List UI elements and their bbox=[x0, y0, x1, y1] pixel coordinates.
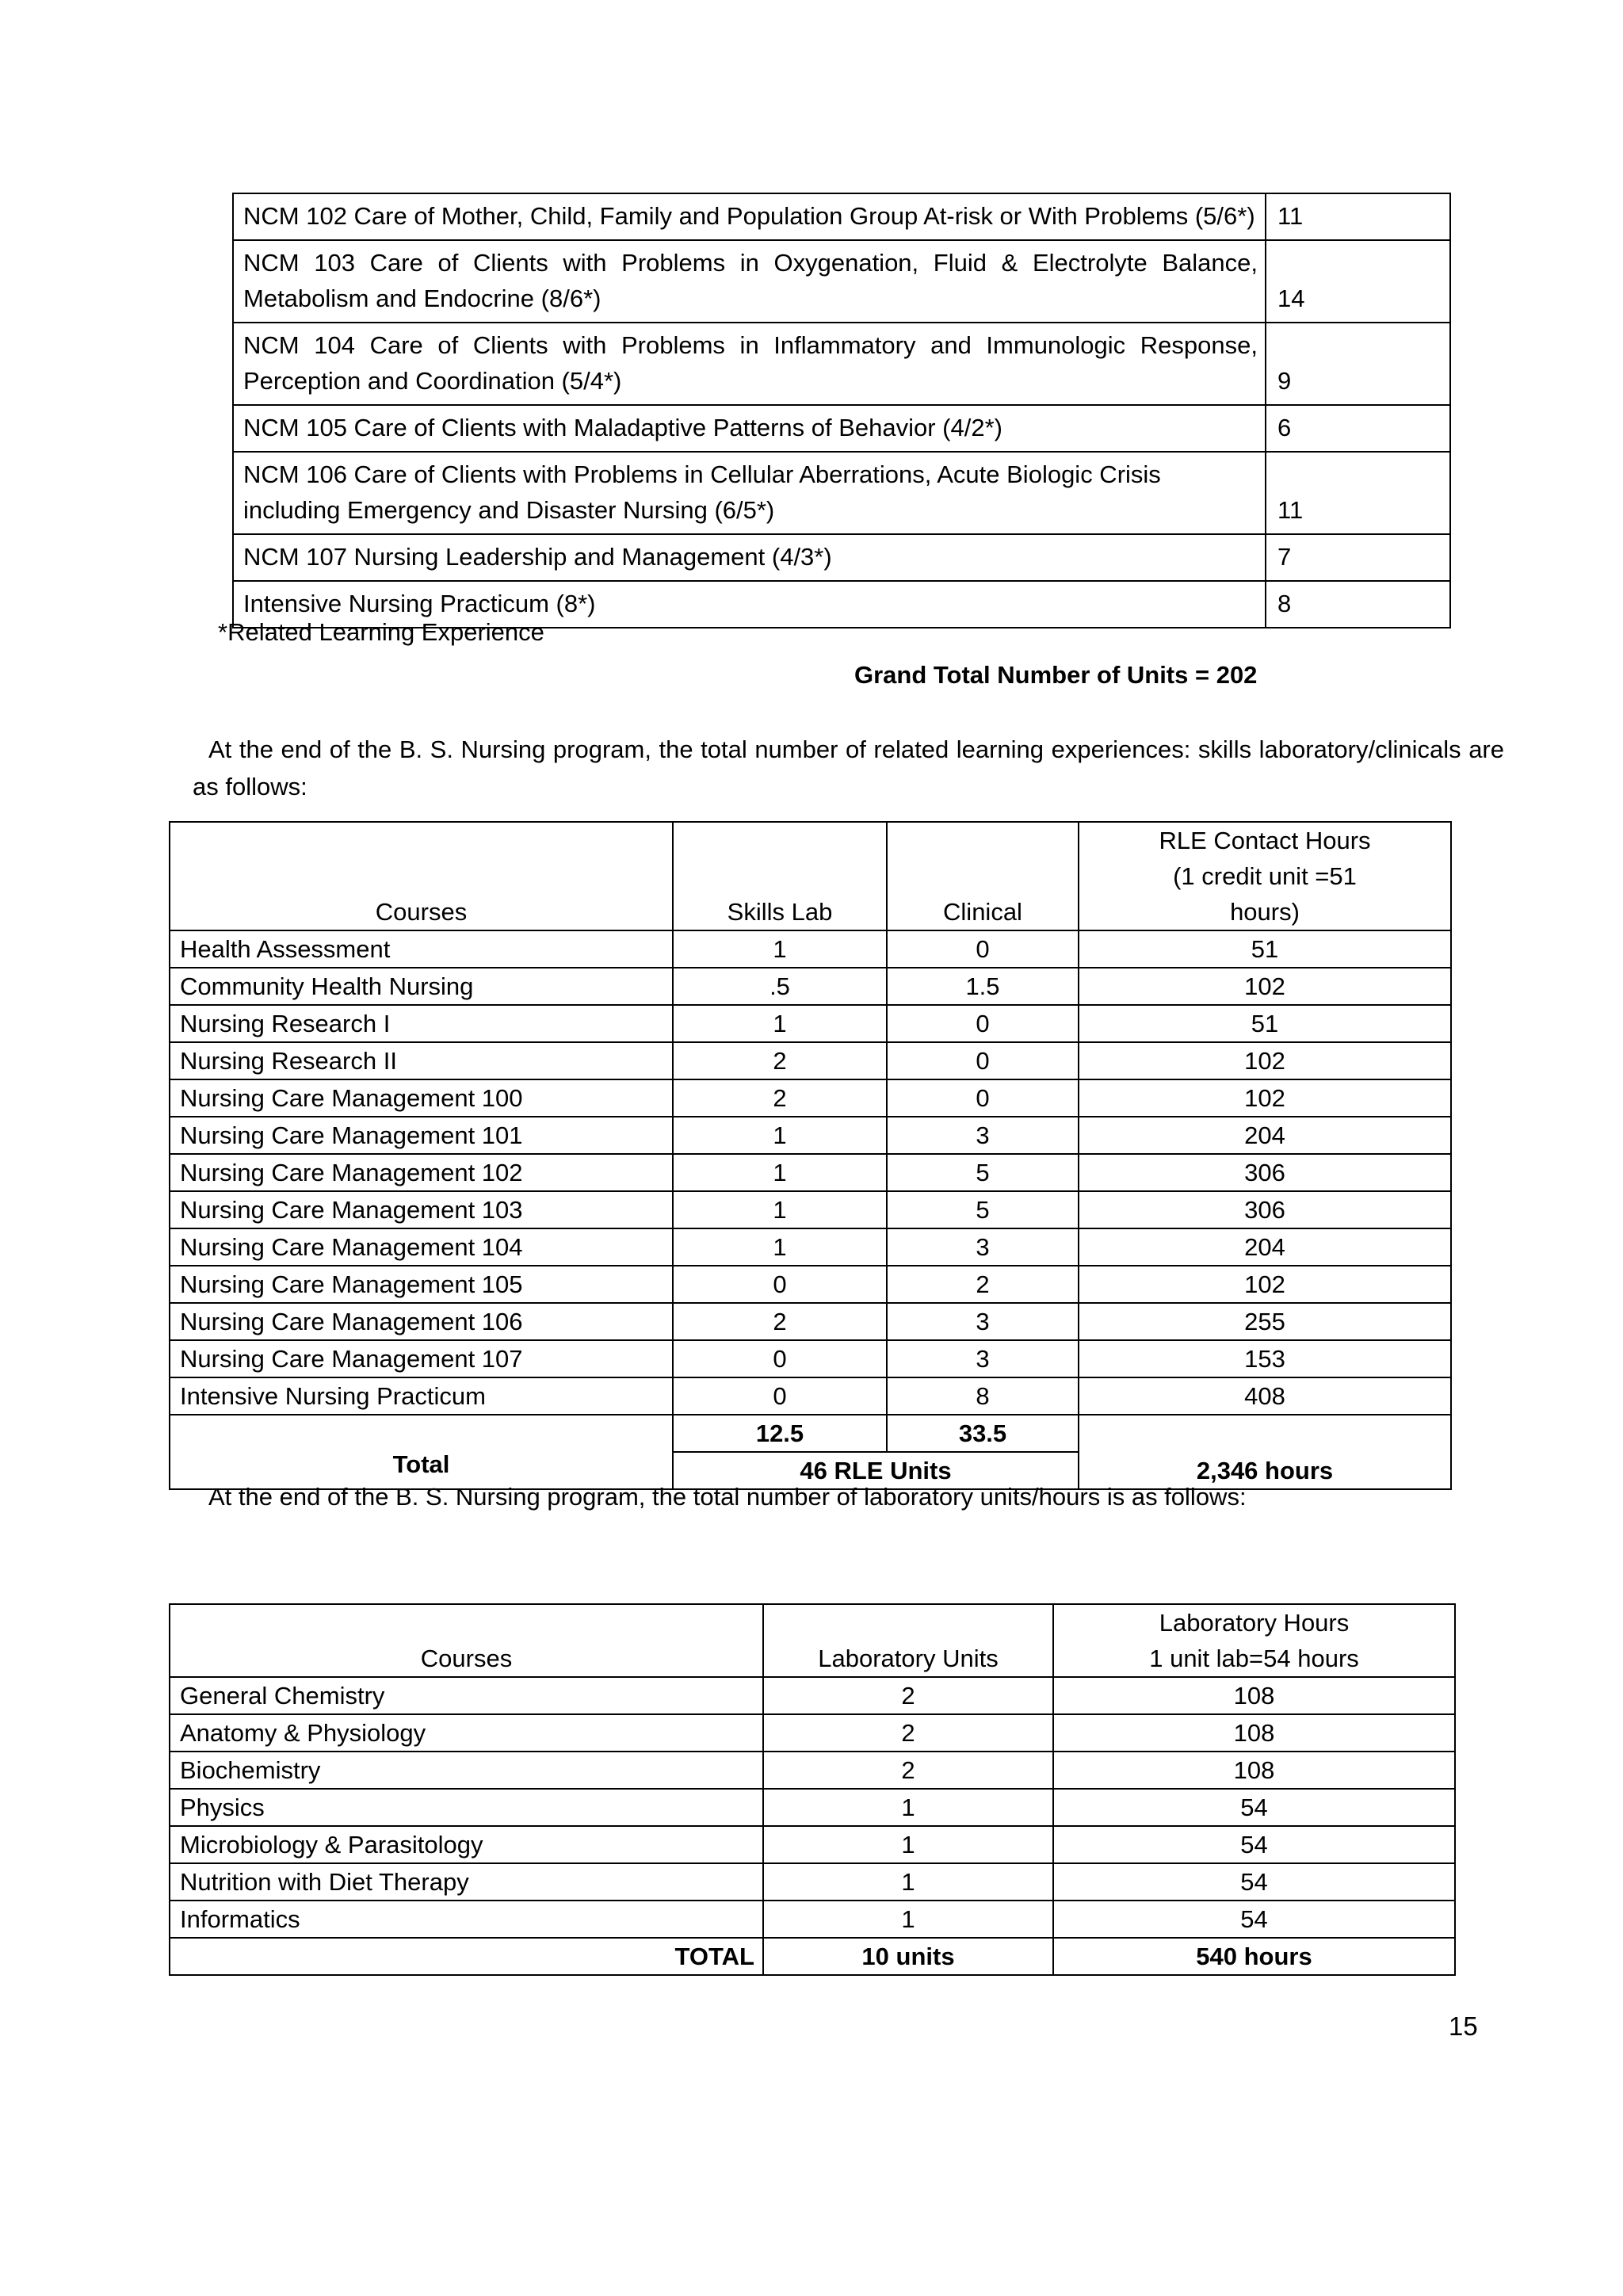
course-title-cell: NCM 103 Care of Clients with Problems in Oxygenation, Fluid & Electrolyte Balance, Metabolism and Endocrine (8/6*) bbox=[233, 240, 1266, 323]
rle-course-cell: Nursing Care Management 105 bbox=[170, 1266, 673, 1303]
table-row bbox=[233, 452, 1450, 534]
rle-course-cell: Nursing Research II bbox=[170, 1042, 673, 1079]
rle-course-cell: Intensive Nursing Practicum bbox=[170, 1377, 673, 1415]
table-row bbox=[170, 1266, 1451, 1303]
table-row bbox=[170, 1303, 1451, 1340]
rle-table-head bbox=[170, 822, 1451, 930]
rle-contact-hours-cell: 306 bbox=[1079, 1154, 1451, 1191]
rle-contact-hours-cell: 255 bbox=[1079, 1303, 1451, 1340]
lab-course-cell: General Chemistry bbox=[170, 1677, 763, 1714]
rle-skills-lab-cell: 1 bbox=[673, 1228, 887, 1266]
course-units-cell: 7 bbox=[1266, 534, 1450, 581]
lab-hours-cell: 108 bbox=[1053, 1677, 1455, 1714]
rle-header-row bbox=[170, 822, 1451, 930]
rle-contact-hours-cell: 306 bbox=[1079, 1191, 1451, 1228]
rle-skills-lab-cell: 0 bbox=[673, 1377, 887, 1415]
lab-header-hours bbox=[1053, 1604, 1455, 1677]
rle-course-cell: Community Health Nursing bbox=[170, 968, 673, 1005]
course-title-cell: NCM 102 Care of Mother, Child, Family and Population Group At-risk or With Problems (5/6*) bbox=[233, 193, 1266, 240]
rle-table-container bbox=[169, 821, 1450, 1490]
rle-clinical-cell: 3 bbox=[887, 1228, 1079, 1266]
rle-clinical-cell: 0 bbox=[887, 930, 1079, 968]
rle-clinical-cell: 0 bbox=[887, 1079, 1079, 1117]
table-row bbox=[170, 1079, 1451, 1117]
rle-clinical-cell: 8 bbox=[887, 1377, 1079, 1415]
rle-course-cell: Nursing Care Management 104 bbox=[170, 1228, 673, 1266]
lab-hours-cell: 54 bbox=[1053, 1863, 1455, 1901]
table-row bbox=[170, 1228, 1451, 1266]
rle-skills-lab-cell: 1 bbox=[673, 930, 887, 968]
rle-skills-lab-cell: 1 bbox=[673, 1154, 887, 1191]
rle-skills-lab-cell: 0 bbox=[673, 1266, 887, 1303]
lab-course-cell: Biochemistry bbox=[170, 1752, 763, 1789]
rle-total-label: Total bbox=[170, 1415, 673, 1489]
courses-units-table-container bbox=[232, 193, 1449, 628]
lab-header-hours-line2: 1 unit lab=54 hours bbox=[1149, 1645, 1359, 1672]
table-row bbox=[170, 1042, 1451, 1079]
table-row bbox=[170, 968, 1451, 1005]
table-row bbox=[170, 1154, 1451, 1191]
lab-header-units: Laboratory Units bbox=[763, 1604, 1053, 1677]
lab-hours-cell: 54 bbox=[1053, 1789, 1455, 1826]
lab-header-courses: Courses bbox=[170, 1604, 763, 1677]
rle-contact-hours-cell: 51 bbox=[1079, 1005, 1451, 1042]
rle-header-contact-hours-line2: (1 credit unit =51 bbox=[1173, 862, 1357, 890]
table-row bbox=[170, 1714, 1455, 1752]
rle-header-contact-hours-line3: hours) bbox=[1230, 898, 1300, 926]
laboratory-table bbox=[169, 1603, 1456, 1976]
table-row bbox=[233, 405, 1450, 452]
rle-clinical-cell: 1.5 bbox=[887, 968, 1079, 1005]
rle-clinical-cell: 0 bbox=[887, 1005, 1079, 1042]
rle-clinical-cell: 0 bbox=[887, 1042, 1079, 1079]
rle-skills-lab-cell: 1 bbox=[673, 1117, 887, 1154]
rle-contact-hours-cell: 51 bbox=[1079, 930, 1451, 968]
rle-clinical-cell: 3 bbox=[887, 1303, 1079, 1340]
lab-units-cell: 2 bbox=[763, 1752, 1053, 1789]
table-row bbox=[233, 323, 1450, 405]
rle-contact-hours-cell: 102 bbox=[1079, 1266, 1451, 1303]
lab-course-cell: Informatics bbox=[170, 1901, 763, 1938]
grand-total-units: Grand Total Number of Units = 202 bbox=[854, 661, 1258, 689]
rle-course-cell: Nursing Care Management 107 bbox=[170, 1340, 673, 1377]
courses-units-table bbox=[232, 193, 1451, 628]
table-row bbox=[170, 930, 1451, 968]
rle-course-cell: Health Assessment bbox=[170, 930, 673, 968]
rle-skills-lab-cell: 1 bbox=[673, 1191, 887, 1228]
table-row bbox=[170, 1117, 1451, 1154]
rle-clinical-cell: 3 bbox=[887, 1117, 1079, 1154]
rle-course-cell: Nursing Care Management 103 bbox=[170, 1191, 673, 1228]
rle-header-skills-lab: Skills Lab bbox=[673, 822, 887, 930]
rle-course-cell: Nursing Care Management 106 bbox=[170, 1303, 673, 1340]
lab-total-row bbox=[170, 1938, 1455, 1975]
course-title-cell: NCM 107 Nursing Leadership and Management (4/3*) bbox=[233, 534, 1266, 581]
lab-intro-paragraph: At the end of the B. S. Nursing program, the total number of laboratory units/hours is as follows: bbox=[208, 1483, 1247, 1511]
rle-course-cell: Nursing Care Management 101 bbox=[170, 1117, 673, 1154]
table-row bbox=[170, 1005, 1451, 1042]
course-units-cell: 8 bbox=[1266, 581, 1450, 628]
rle-table-body bbox=[170, 930, 1451, 1415]
rle-clinical-cell: 5 bbox=[887, 1154, 1079, 1191]
rle-header-courses: Courses bbox=[170, 822, 673, 930]
table-row bbox=[233, 534, 1450, 581]
lab-hours-cell: 54 bbox=[1053, 1901, 1455, 1938]
table-row bbox=[170, 1863, 1455, 1901]
rle-course-cell: Nursing Care Management 100 bbox=[170, 1079, 673, 1117]
table-row bbox=[233, 240, 1450, 323]
lab-units-cell: 2 bbox=[763, 1677, 1053, 1714]
lab-total-units: 10 units bbox=[763, 1938, 1053, 1975]
table-row bbox=[170, 1901, 1455, 1938]
lab-course-cell: Nutrition with Diet Therapy bbox=[170, 1863, 763, 1901]
rle-course-cell: Nursing Care Management 102 bbox=[170, 1154, 673, 1191]
rle-contact-hours-cell: 102 bbox=[1079, 968, 1451, 1005]
page-number: 15 bbox=[1449, 2011, 1478, 2041]
rle-total-hours: 2,346 hours bbox=[1079, 1415, 1451, 1489]
rle-clinical-cell: 2 bbox=[887, 1266, 1079, 1303]
rle-skills-lab-cell: 2 bbox=[673, 1303, 887, 1340]
table-row bbox=[233, 193, 1450, 240]
laboratory-table-foot bbox=[170, 1938, 1455, 1975]
table-row bbox=[170, 1826, 1455, 1863]
rle-contact-hours-cell: 204 bbox=[1079, 1117, 1451, 1154]
rle-clinical-cell: 3 bbox=[887, 1340, 1079, 1377]
course-units-cell: 6 bbox=[1266, 405, 1450, 452]
lab-hours-cell: 54 bbox=[1053, 1826, 1455, 1863]
course-units-cell: 11 bbox=[1266, 193, 1450, 240]
lab-units-cell: 1 bbox=[763, 1863, 1053, 1901]
rle-header-contact-hours bbox=[1079, 822, 1451, 930]
rle-contact-hours-cell: 153 bbox=[1079, 1340, 1451, 1377]
rle-contact-hours-cell: 102 bbox=[1079, 1042, 1451, 1079]
lab-units-cell: 1 bbox=[763, 1789, 1053, 1826]
lab-units-cell: 2 bbox=[763, 1714, 1053, 1752]
related-learning-experience-footnote: *Related Learning Experience bbox=[218, 618, 544, 646]
laboratory-header-row bbox=[170, 1604, 1455, 1677]
rle-contact-hours-cell: 204 bbox=[1079, 1228, 1451, 1266]
course-title-cell: NCM 104 Care of Clients with Problems in Inflammatory and Immunologic Response, Perception and Coordination (5/4*) bbox=[233, 323, 1266, 405]
courses-units-table-body bbox=[233, 193, 1450, 628]
lab-course-cell: Physics bbox=[170, 1789, 763, 1826]
lab-total-label: TOTAL bbox=[170, 1938, 763, 1975]
rle-total-row-sums bbox=[170, 1415, 1451, 1452]
lab-units-cell: 1 bbox=[763, 1826, 1053, 1863]
rle-clinical-cell: 5 bbox=[887, 1191, 1079, 1228]
rle-total-skills-lab: 12.5 bbox=[673, 1415, 887, 1452]
table-row bbox=[170, 1752, 1455, 1789]
rle-course-cell: Nursing Research I bbox=[170, 1005, 673, 1042]
course-units-cell: 14 bbox=[1266, 240, 1450, 323]
rle-contact-hours-cell: 408 bbox=[1079, 1377, 1451, 1415]
rle-intro-paragraph: At the end of the B. S. Nursing program, the total number of related learning experiences: skills laboratory/clinicals are as follows: bbox=[193, 735, 1504, 800]
table-row bbox=[170, 1677, 1455, 1714]
rle-contact-hours-cell: 102 bbox=[1079, 1079, 1451, 1117]
lab-hours-cell: 108 bbox=[1053, 1714, 1455, 1752]
course-title-cell: NCM 105 Care of Clients with Maladaptive Patterns of Behavior (4/2*) bbox=[233, 405, 1266, 452]
rle-skills-lab-cell: 2 bbox=[673, 1042, 887, 1079]
lab-total-hours: 540 hours bbox=[1053, 1938, 1455, 1975]
rle-total-clinical: 33.5 bbox=[887, 1415, 1079, 1452]
rle-header-contact-hours-line1: RLE Contact Hours bbox=[1159, 827, 1371, 854]
rle-skills-lab-cell: 0 bbox=[673, 1340, 887, 1377]
course-units-cell: 11 bbox=[1266, 452, 1450, 534]
rle-skills-lab-cell: 2 bbox=[673, 1079, 887, 1117]
course-title-cell: Intensive Nursing Practicum (8*) bbox=[233, 581, 1266, 628]
rle-header-clinical: Clinical bbox=[887, 822, 1079, 930]
table-row bbox=[170, 1377, 1451, 1415]
rle-skills-lab-cell: .5 bbox=[673, 968, 887, 1005]
table-row bbox=[170, 1340, 1451, 1377]
table-row bbox=[170, 1191, 1451, 1228]
course-title-cell: NCM 106 Care of Clients with Problems in Cellular Aberrations, Acute Biologic Crisis including Emergency and Disaster Nursing (6/5*) bbox=[233, 452, 1266, 534]
laboratory-table-container bbox=[169, 1603, 1454, 1976]
laboratory-table-body bbox=[170, 1677, 1455, 1938]
rle-skills-lab-cell: 1 bbox=[673, 1005, 887, 1042]
table-row bbox=[170, 1789, 1455, 1826]
lab-header-hours-line1: Laboratory Hours bbox=[1159, 1609, 1350, 1637]
rle-table bbox=[169, 821, 1452, 1490]
lab-course-cell: Microbiology & Parasitology bbox=[170, 1826, 763, 1863]
laboratory-table-head bbox=[170, 1604, 1455, 1677]
rle-total-units: 46 RLE Units bbox=[673, 1452, 1079, 1489]
lab-units-cell: 1 bbox=[763, 1901, 1053, 1938]
course-units-cell: 9 bbox=[1266, 323, 1450, 405]
lab-course-cell: Anatomy & Physiology bbox=[170, 1714, 763, 1752]
lab-hours-cell: 108 bbox=[1053, 1752, 1455, 1789]
